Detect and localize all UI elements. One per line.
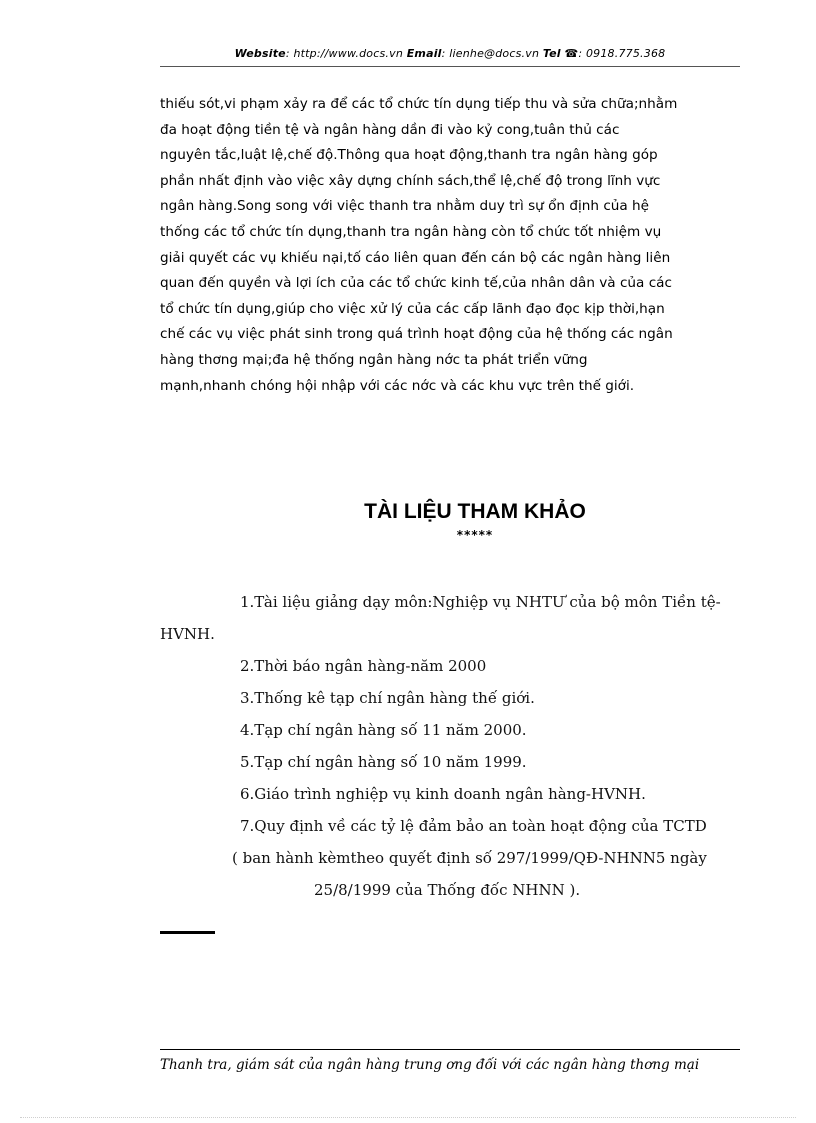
reference-item: 7.Quy định về các tỷ lệ đảm bảo an toàn hoạt động của TCTD [240, 817, 707, 835]
reference-item: 5.Tạp chí ngân hàng số 10 năm 1999. [240, 753, 527, 771]
paragraph-line: phần nhất định vào việc xây dựng chính sách,thể lệ,chế độ trong lĩnh vực [160, 172, 661, 189]
reference-item: 6.Giáo trình nghiệp vụ kinh doanh ngân hàng-HVNH. [240, 785, 646, 803]
tel-label: Tel [542, 47, 561, 60]
paragraph-line: thống các tổ chức tín dụng,thanh tra ngân hàng còn tổ chức tốt nhiệm vụ [160, 223, 662, 240]
tel-value: : 0918.775.368 [578, 47, 666, 60]
footer-divider [160, 1049, 740, 1050]
paragraph-line: nguyên tắc,luật lệ,chế độ.Thông qua hoạt động,thanh tra ngân hàng góp [160, 147, 658, 164]
website-label: Website [234, 47, 286, 60]
email-label: Email [406, 47, 442, 60]
phone-icon: ☎ [564, 47, 579, 60]
title-stars: ***** [456, 528, 494, 542]
reference-item: 1.Tài liệu giảng dạy môn:Nghiệp vụ NHTƯ của bộ môn Tiền tệ- [240, 593, 721, 611]
paragraph-line: ngân hàng.Song song với việc thanh tra nhằm duy trì sự ổn định của hệ [160, 198, 650, 215]
paragraph-line: đa hoạt động tiền tệ và ngân hàng dần đi vào kỷ cong,tuân thủ các [160, 121, 620, 138]
body-paragraph [160, 92, 740, 399]
reference-item: 2.Thời báo ngân hàng-năm 2000 [240, 657, 487, 675]
paragraph-line: giải quyết các vụ khiếu nại,tố cáo liên quan đến cán bộ các ngân hàng liên [160, 249, 671, 266]
website-value: : http://www.docs.vn [285, 47, 403, 60]
paragraph-line: thiếu sót,vi phạm xảy ra để các tổ chức tín dụng tiếp thu và sửa chữa;nhằm [160, 96, 678, 112]
paragraph-line: chế các vụ việc phát sinh trong quá trình hoạt động của hệ thống các ngân [160, 326, 673, 343]
page-footer: Thanh tra, giám sát của ngân hàng trung ơng đối với các ngân hàng thơng mại [160, 1057, 700, 1073]
paragraph-line: mạnh,nhanh chóng hội nhập với các nớc và các khu vực trên thế giới. [160, 377, 635, 394]
paragraph-line: hàng thơng mại;đa hệ thống ngân hàng nớc ta phát triển vững [160, 351, 588, 368]
reference-item: 3.Thống kê tạp chí ngân hàng thế giới. [240, 689, 535, 707]
page-bottom-border [20, 1117, 796, 1118]
reference-item: 25/8/1999 của Thống đốc NHNN ). [314, 881, 581, 899]
header-divider [160, 66, 740, 67]
paragraph-line: tổ chức tín dụng,giúp cho việc xử lý của các cấp lãnh đạo đọc kịp thời,hạn [160, 300, 665, 317]
reference-item: HVNH. [160, 625, 215, 643]
reference-item: ( ban hành kèmtheo quyết định số 297/1999/QĐ-NHNN5 ngày [232, 849, 707, 867]
page-header [160, 47, 740, 60]
email-value: : lienhe@docs.vn [441, 47, 540, 60]
references-title: TÀI LIỆU THAM KHẢO [364, 500, 586, 523]
section-end-rule [160, 931, 215, 934]
paragraph-line: quan đến quyền và lợi ích của các tổ chức kinh tế,của nhân dân và của các [160, 275, 672, 292]
reference-item: 4.Tạp chí ngân hàng số 11 năm 2000. [240, 721, 527, 739]
